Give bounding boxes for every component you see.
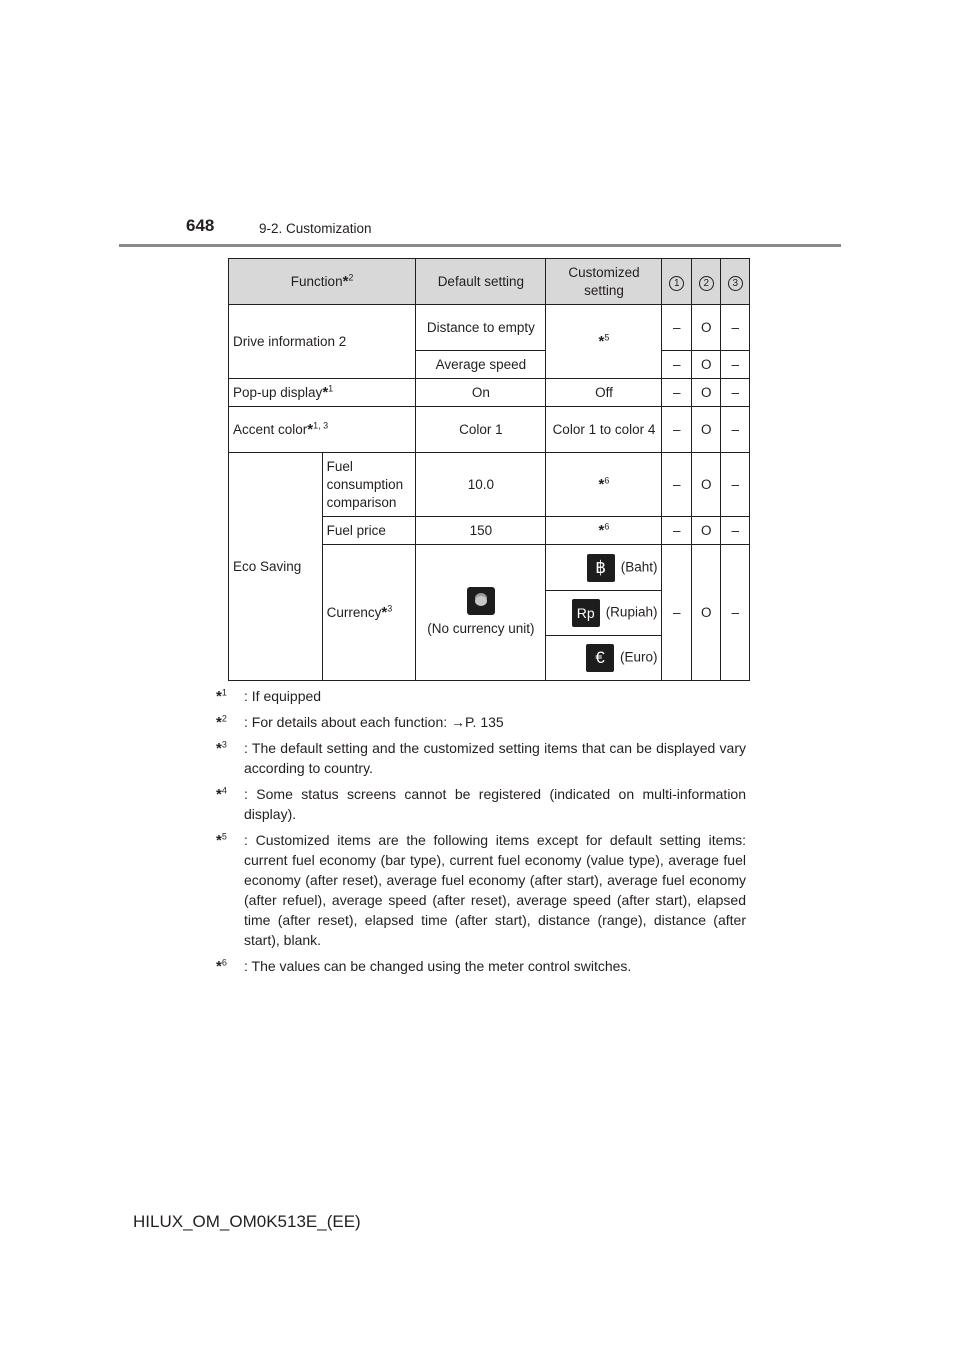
function-fuel-consumption-comparison: Fuel consumption comparison [322,453,416,517]
footnote: *$^2$ : For details about each function: →P. 135 [216,713,504,731]
default-popup: On [416,379,546,407]
mark-col-1: – [662,379,692,407]
coins-icon [467,587,495,615]
mark-col-3: – [721,379,750,407]
mark-col-3: – [721,545,750,681]
mark-col-2: O [691,305,721,351]
function-drive-information: Drive information 2 [229,305,416,379]
mark-col-1: – [662,407,692,453]
mark-col-2: O [691,407,721,453]
document-code: HILUX_OM_OM0K513E_(EE) [133,1212,361,1231]
customized-fuel-comparison: *$^6$ [546,453,662,517]
footnotes [216,686,746,982]
table-row [229,407,750,453]
mark-col-1: – [662,305,692,351]
baht-icon: ฿ [587,554,615,582]
euro-icon: € [586,644,614,672]
function-accent-color: Accent color*$^{1, 3}$ [229,407,416,453]
table-row [229,379,750,407]
function-currency: Currency*$^3$ [322,545,416,681]
default-currency [416,545,546,681]
rupiah-icon: Rp [572,599,600,627]
mark-col-3: – [721,351,750,379]
mark-col-3: – [721,453,750,517]
mark-col-3: – [721,407,750,453]
header-divider [119,244,841,247]
customized-drive-information: *$^5$ [546,305,662,379]
mark-col-2: O [691,453,721,517]
customized-popup: Off [546,379,662,407]
settings-table [228,258,750,681]
mark-col-1: – [662,453,692,517]
table-header-row [229,259,750,305]
currency-option-baht: ฿ (Baht) [546,545,662,591]
footnote: *$^3$ : The default setting and the customized setting items that can be displayed vary according to country. [216,739,746,776]
default-accent: Color 1 [416,407,546,453]
table-row [229,453,750,517]
mark-col-2: O [691,379,721,407]
mark-col-2: O [691,351,721,379]
header-default-setting: Default setting [416,259,546,305]
header-col-1: 1 [662,259,692,305]
header-function: Function*$^2$ [229,259,416,305]
header-customized-setting: Customized setting [546,259,662,305]
mark-col-1: – [662,351,692,379]
mark-col-1: – [662,517,692,545]
customized-fuel-price: *$^6$ [546,517,662,545]
section-title: 9-2. Customization [259,221,372,236]
page-number: 648 [186,216,215,235]
mark-col-2: O [691,545,721,681]
mark-col-3: – [721,305,750,351]
header-col-3: 3 [721,259,750,305]
currency-option-euro: € (Euro) [546,636,662,681]
mark-col-3: – [721,517,750,545]
function-fuel-price: Fuel price [322,517,416,545]
default-currency-label: (No currency unit) [427,621,535,636]
customized-accent: Color 1 to color 4 [546,407,662,453]
default-average-speed: Average speed [416,351,546,379]
function-eco-saving: Eco Saving [229,453,323,681]
footnote: *$^6$ : The values can be changed using the meter control switches. [216,957,632,975]
mark-col-1: – [662,545,692,681]
footnote: *$^5$ : Customized items are the following items except for default setting items: current fuel economy (bar type), current fuel economy (value type), average fuel economy (after reset), average fuel economy (after start), average fuel economy (after refuel), average speed (after reset), average speed (after start), elapsed time (after reset), elapsed time (after start), distance (range), distance (after start), blank. [216,831,746,948]
default-fuel-price: 150 [416,517,546,545]
table-row [229,305,750,351]
mark-col-2: O [691,517,721,545]
default-distance-to-empty: Distance to empty [416,305,546,351]
currency-option-rupiah: Rp (Rupiah) [546,591,662,636]
header-col-2: 2 [691,259,721,305]
footnote: *$^1$ : If equipped [216,687,322,705]
default-fuel-comparison: 10.0 [416,453,546,517]
function-popup-display: Pop-up display*$^1$ [229,379,416,407]
footnote: *$^4$ : Some status screens cannot be registered (indicated on multi-information display). [216,785,746,822]
